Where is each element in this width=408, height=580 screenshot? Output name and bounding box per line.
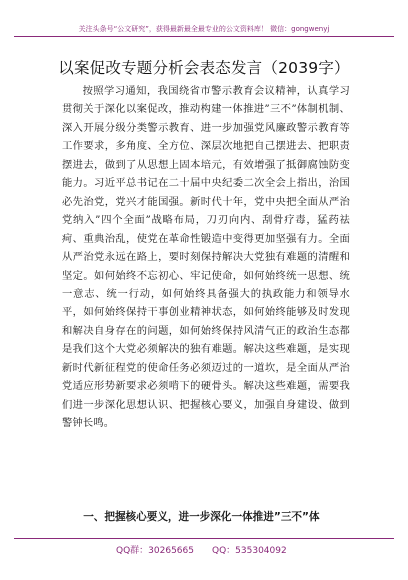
- header-divider: [14, 36, 394, 37]
- footer-qq-group: QQ群：30265665: [116, 546, 194, 556]
- footer-qq-contact: QQ：535304092: [212, 546, 287, 556]
- page-header: [0, 0, 408, 46]
- document-title: 以案促改专题分析会表态发言（2039字）: [58, 59, 350, 77]
- page-footer: [0, 530, 408, 580]
- header-promo-text: 关注头条号“公文研究”，获得最新最全最专业的公文资料库！ 微信：gongwenyj: [78, 25, 330, 33]
- section-heading: 一、把握核心要义，进一步深化一体推进”三不”体: [83, 511, 320, 523]
- body-paragraph: 按照学习通知，我国绕省市警示教育会议精神，认真学习贯彻关于深化以案促改，推动构建一体推进”三不”体制机制、深入开展分级分类警示教育、进一步加强党风廉政警示教育等工作要求，多角度、全方位、深层次地把自己摆进去、把职责摆进去，做到了从思想上固本培元，有效增强了抵御腐蚀防变能力。习近平总书记在二十届中央纪委二次全会上指出，治国必先治党，党兴才能国强。新时代十年，党中央把全面从严治党纳入”四个全面”战略布局，刀刃向内、刮骨疗毒，猛药祛疴、重典治乱，使党在革命性锻造中变得更加坚强有力。全面从严治党永远在路上，要时刻保持解决大党独有难题的清醒和坚定。如何始终不忘初心、牢记使命，如何始终统一思想、统一意志、统一行动，如何始终具备强大的执政能力和领导水平，如何始终保持干事创业精神状态，如何始终能够及时发现和解决自身存在的问题，如何始终保持风清气正的政治生态都是我们这个大党必须解决的独有难题。解决这些难题，是实现新时代新征程党的使命任务必须迈过的一道坎，是全面从严治党适应形势新要求必须啃下的硬骨头。解决这些难题，需要我们进一步深化思想认识、把握核心要义，加强自身建设、做到警钟长鸣。: [62, 85, 350, 430]
- footer-divider: [14, 538, 394, 539]
